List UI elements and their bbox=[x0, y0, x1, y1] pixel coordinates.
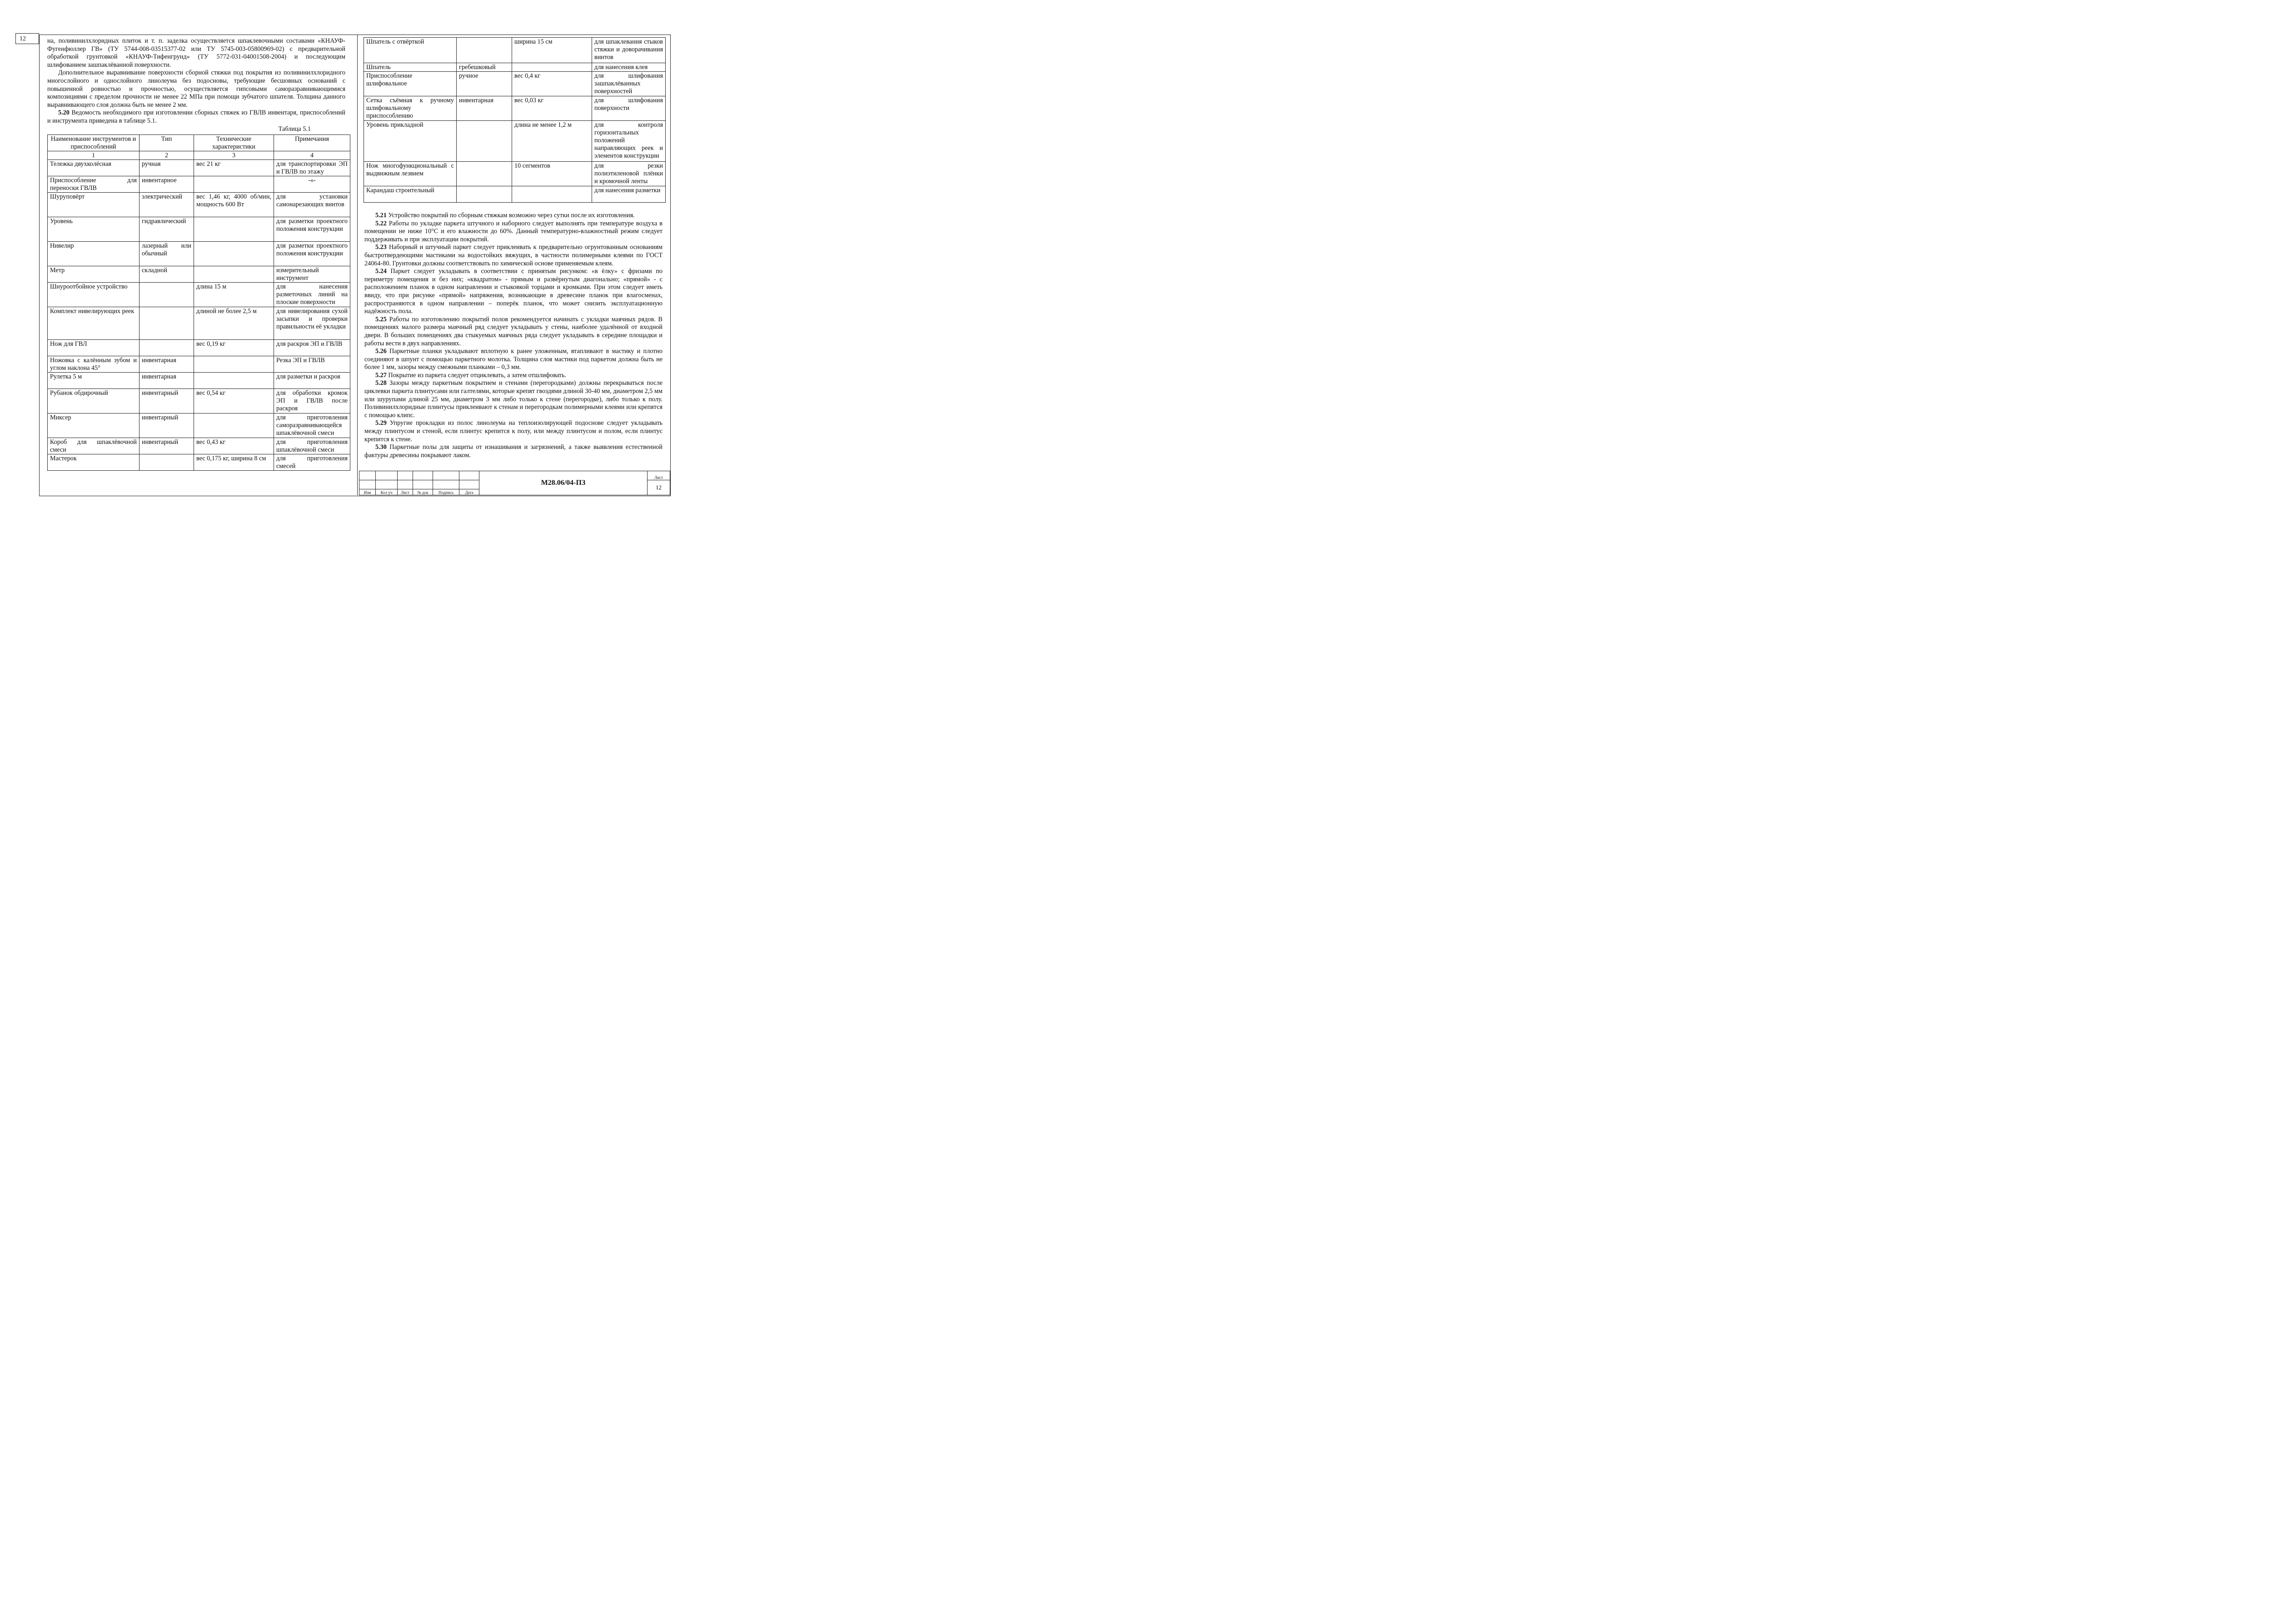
cell-spec bbox=[194, 356, 274, 373]
cell-type bbox=[140, 454, 194, 471]
cell-name: Шпатель bbox=[364, 63, 457, 72]
cell-type: инвентарная bbox=[457, 96, 512, 121]
cell-type: гребешковый bbox=[457, 63, 512, 72]
cell-note: для контроля горизонтальных положений направляющих реек и элементов конструкции bbox=[592, 121, 666, 162]
table-row bbox=[48, 307, 350, 340]
cell-note: для шлифования поверхности bbox=[592, 96, 666, 121]
cell-spec bbox=[194, 373, 274, 389]
cell-name: Ножовка с калённым зубом и углом наклона 45° bbox=[48, 356, 140, 373]
paragraph-number: 5.27 bbox=[375, 371, 387, 379]
cell-note: для транспортировки ЭП и ГВЛВ по этажу bbox=[274, 160, 350, 176]
cell-spec: вес 0,03 кг bbox=[512, 96, 592, 121]
cell-type bbox=[457, 186, 512, 203]
cell-type: инвентарный bbox=[140, 413, 194, 438]
cell-name: Миксер bbox=[48, 413, 140, 438]
cell-name: Приспособление шлифовальное bbox=[364, 72, 457, 96]
cell-name: Нивелир bbox=[48, 242, 140, 266]
paragraph-5-25 bbox=[364, 316, 663, 348]
cell-type bbox=[140, 307, 194, 340]
cell-note: для обработки кромок ЭП и ГВЛВ после раскроя bbox=[274, 389, 350, 413]
paragraph-text: Наборный и штучный паркет следует приклеивать к предварительно огрунтованным основаниям быстротвердеющими мастиками на водостойких вяжущих, в частности полимерными клеями по ГОСТ 24064-80. Грунтовки должны соответствовать по химической основе применяемым клеям. bbox=[364, 244, 663, 267]
table-row bbox=[364, 72, 666, 96]
table-numbers-row bbox=[48, 151, 350, 160]
paragraph-text: Ведомость необходимого при изготовлении сборных стяжек из ГВЛВ инвентаря, приспособлений и инструмента приведена в таблице 5.1. bbox=[47, 109, 345, 125]
cell-spec: вес 0,175 кг, ширина 8 см bbox=[194, 454, 274, 471]
table-row bbox=[48, 389, 350, 413]
cell-name: Приспособление для переноски ГВЛВ bbox=[48, 176, 140, 193]
cell-type bbox=[457, 38, 512, 63]
cell-note: для разметки проектного положения конструкции bbox=[274, 217, 350, 242]
paragraph-5-21 bbox=[364, 212, 663, 220]
table-caption: Таблица 5.1 bbox=[278, 125, 311, 133]
cell-name: Сетка съёмная к ручному шлифовальному приспособлению bbox=[364, 96, 457, 121]
cell-type: инвентарный bbox=[140, 438, 194, 454]
table-row bbox=[48, 242, 350, 266]
tools-table bbox=[47, 135, 350, 471]
cell-name: Рулетка 5 м bbox=[48, 373, 140, 389]
paragraph-number: 5.26 bbox=[375, 348, 387, 355]
paragraph-number: 5.20 bbox=[58, 109, 70, 117]
cell-type bbox=[457, 162, 512, 186]
paragraph-number: 5.29 bbox=[375, 419, 387, 427]
cell-note: для нанесения разметки bbox=[592, 186, 666, 203]
table-row bbox=[48, 413, 350, 438]
page-number-box: 12 bbox=[15, 33, 39, 44]
stamp-label-count: Кол уч bbox=[376, 489, 398, 495]
cell-note: для нанесения разметочных линий на плоские поверхности bbox=[274, 283, 350, 307]
cell-spec: вес 0,54 кг bbox=[194, 389, 274, 413]
paragraph-5-23 bbox=[364, 244, 663, 268]
paragraph-number: 5.22 bbox=[375, 219, 387, 227]
cell-spec bbox=[194, 266, 274, 283]
paragraph-5-29 bbox=[364, 419, 663, 443]
cell-type: инвентарное bbox=[140, 176, 194, 193]
table-row bbox=[48, 356, 350, 373]
table-row bbox=[48, 283, 350, 307]
stamp-label-docnum: № док bbox=[413, 489, 433, 495]
paragraph-text: Паркетные планки укладывают вплотную к ранее уложенным, втапливают в мастику и плотно соединяют в шпунт с помощью паркетного молотка. Толщина слоя мастики под паркетом должна быть не более 1 мм, зазоры между смежными планками – 0,3 мм. bbox=[364, 348, 663, 371]
paragraph-5-20 bbox=[47, 109, 345, 125]
cell-type: инвентарная bbox=[140, 356, 194, 373]
document-code: М28.06/04-ПЗ bbox=[479, 471, 648, 495]
cell-name: Нож многофункциональный с выдвижным лезвием bbox=[364, 162, 457, 186]
paragraph-leveling: Дополнительное выравнивание поверхности сборной стяжки под покрытия из поливинилхлоридного многослойного и однослойного линолеума без подосновы, требующие бесшовных оснований с повышенной ровностью и прочностью, осуществляется гипсовыми саморазравнивающимися композициями с пределом прочности не менее 22 МПа при помощи зубчатого шпателя. Толщина данного выравнивающего слоя должна быть не менее 2 мм. bbox=[47, 69, 345, 109]
stamp-label-date: Дата bbox=[459, 489, 479, 495]
cell-spec bbox=[512, 63, 592, 72]
stamp-label-signature: Подпись bbox=[433, 489, 459, 495]
cell-name: Шуруповёрт bbox=[48, 193, 140, 217]
cell-note: для разметки и раскроя bbox=[274, 373, 350, 389]
stamp-label-change: Изм bbox=[359, 489, 376, 495]
col-number: 1 bbox=[48, 151, 140, 160]
cell-spec bbox=[194, 413, 274, 438]
paragraph-text: Работы по укладке паркета штучного и наборного следует выполнять при температуре воздуха в помещении не ниже 10°С и его влажности до 60%. Данный температурно-влажностный режим следует поддерживать и при эксплуатации покрытий. bbox=[364, 219, 663, 243]
cell-spec bbox=[194, 217, 274, 242]
paragraph-number: 5.28 bbox=[375, 379, 387, 387]
paragraph-number: 5.24 bbox=[375, 268, 387, 275]
header-name: Наименование инструментов и приспособлений bbox=[48, 135, 140, 151]
cell-type: ручная bbox=[140, 160, 194, 176]
title-block bbox=[359, 471, 670, 495]
cell-note: для резки полиэтиленовой плёнки и кромочной ленты bbox=[592, 162, 666, 186]
col-number: 2 bbox=[140, 151, 194, 160]
paragraph-number: 5.30 bbox=[375, 443, 387, 451]
sheet-label: Лист bbox=[648, 471, 670, 480]
tools-table-continued bbox=[364, 37, 666, 203]
paragraph-text: Покрытие из паркета следует отциклевать, а затем отшлифовать. bbox=[386, 371, 567, 379]
table-row bbox=[48, 217, 350, 242]
cell-note: для приготовления смесей bbox=[274, 454, 350, 471]
cell-note: измерительный инструмент bbox=[274, 266, 350, 283]
table-row bbox=[48, 340, 350, 356]
cell-name: Уровень bbox=[48, 217, 140, 242]
cell-note: для установки самонарезающих винтов bbox=[274, 193, 350, 217]
cell-note: для приготовления шпаклёвочной смеси bbox=[274, 438, 350, 454]
cell-note: для нанесения клея bbox=[592, 63, 666, 72]
cell-note: для нивелирования сухой засыпки и проверки правильности её укладки bbox=[274, 307, 350, 340]
table-row bbox=[364, 162, 666, 186]
cell-type bbox=[140, 340, 194, 356]
cell-spec bbox=[512, 186, 592, 203]
cell-spec: длина 15 м bbox=[194, 283, 274, 307]
table-header-row bbox=[48, 135, 350, 151]
cell-name: Карандаш строительный bbox=[364, 186, 457, 203]
paragraph-5-24 bbox=[364, 268, 663, 316]
cell-spec: вес 0,19 кг bbox=[194, 340, 274, 356]
cell-spec: 10 сегментов bbox=[512, 162, 592, 186]
table-row bbox=[364, 121, 666, 162]
cell-name: Шнуроотбойное устройство bbox=[48, 283, 140, 307]
cell-type: инвентарная bbox=[140, 373, 194, 389]
paragraph-number: 5.25 bbox=[375, 315, 387, 323]
paragraph-5-30 bbox=[364, 443, 663, 459]
cell-spec bbox=[194, 176, 274, 193]
cell-type bbox=[140, 283, 194, 307]
column-divider bbox=[357, 35, 358, 495]
table-row bbox=[48, 266, 350, 283]
cell-type: гидравлический bbox=[140, 217, 194, 242]
cell-spec: вес 0,4 кг bbox=[512, 72, 592, 96]
cell-name: Уровень прикладной bbox=[364, 121, 457, 162]
paragraph-intro: на, поливинилхлоридных плиток и т. п. заделка осуществляется шпаклевочными составами «КНАУФ-Фугенфюллер ГВ» (ТУ 5744-008-03515377-02 или ТУ 5745-003-05800969-02) с предварительной обработкой грунтовкой «КНАУФ-Тифенгрунд» (ТУ 5772-031-04001508-2004) и последующим шлифованием зашпаклёванной поверхности. bbox=[47, 37, 345, 69]
paragraph-number: 5.23 bbox=[375, 244, 387, 251]
cell-spec: вес 21 кг bbox=[194, 160, 274, 176]
paragraph-text: Устройство покрытий по сборным стяжкам возможно через сутки после их изготовления. bbox=[386, 212, 635, 219]
header-note: Примечания bbox=[274, 135, 350, 151]
table-row bbox=[364, 63, 666, 72]
left-column bbox=[47, 37, 345, 133]
cell-name: Нож для ГВЛ bbox=[48, 340, 140, 356]
table-row bbox=[48, 160, 350, 176]
paragraph-5-27 bbox=[364, 372, 663, 380]
table-row bbox=[48, 193, 350, 217]
cell-type: электрический bbox=[140, 193, 194, 217]
cell-note: Резка ЭП и ГВЛВ bbox=[274, 356, 350, 373]
cell-note: для шпаклевания стыков стяжки и доворачивания винтов bbox=[592, 38, 666, 63]
cell-note: для приготовления саморазравнивающейся шпаклёвочной смеси bbox=[274, 413, 350, 438]
stamp-label-sheet: Лист bbox=[398, 489, 413, 495]
cell-name: Метр bbox=[48, 266, 140, 283]
cell-type bbox=[457, 121, 512, 162]
cell-type: лазерный или обычный bbox=[140, 242, 194, 266]
table-row bbox=[48, 454, 350, 471]
paragraph-5-22 bbox=[364, 220, 663, 244]
cell-name: Шпатель с отвёрткой bbox=[364, 38, 457, 63]
cell-spec: вес 0,43 кг bbox=[194, 438, 274, 454]
cell-name: Тележка двухколёсная bbox=[48, 160, 140, 176]
paragraph-number: 5.21 bbox=[375, 212, 387, 219]
cell-note: для разметки проектного положения конструкции bbox=[274, 242, 350, 266]
cell-spec: вес 1,46 кг, 4000 об/мин, мощность 600 Вт bbox=[194, 193, 274, 217]
col-number: 3 bbox=[194, 151, 274, 160]
table-row bbox=[364, 96, 666, 121]
cell-note: -«- bbox=[274, 176, 350, 193]
paragraph-text: Работы по изготовлению покрытий полов рекомендуется начинать с укладки маячных рядов. В помещениях малого размера маячный ряд следует укладывать у стены, наиболее удалённой от входной двери. В больших помещениях два стыкуемых маячных ряда следует укладывать в середине площадки и работы вести в двух направлениях. bbox=[364, 315, 663, 347]
cell-spec: длиной не более 2,5 м bbox=[194, 307, 274, 340]
header-type: Тип bbox=[140, 135, 194, 151]
cell-spec: длина не менее 1,2 м bbox=[512, 121, 592, 162]
title-block-table bbox=[359, 471, 670, 495]
cell-spec: ширина 15 см bbox=[512, 38, 592, 63]
paragraph-5-26 bbox=[364, 348, 663, 372]
header-spec: Технические характеристики bbox=[194, 135, 274, 151]
cell-type: складной bbox=[140, 266, 194, 283]
cell-type: ручное bbox=[457, 72, 512, 96]
paragraph-text: Зазоры между паркетным покрытием и стенами (перегородками) должны перекрываться после циклевки паркета плинтусами или галтелями, которые крепят гвоздями длиной 30-40 мм, диаметром 2,5 мм или шурупами длиной 25 мм, диаметром 3 мм либо только к стене (перегородке), либо только к полу. Поливинилхлоридные плинтусы приклеивают к стенам и перегородкам полимерными клеями или крепятся с помощью клипс. bbox=[364, 379, 663, 419]
cell-type: инвентарный bbox=[140, 389, 194, 413]
table-row bbox=[48, 373, 350, 389]
col-number: 4 bbox=[274, 151, 350, 160]
paragraph-text: Упругие прокладки из полос линолеума на теплоизолирующей подоснове следует укладывать между плинтусом и стеной, если плинтус крепится к полу, или между плинтусом и полом, если плинтус крепится к стене. bbox=[364, 419, 663, 443]
cell-name: Мастерок bbox=[48, 454, 140, 471]
table-row bbox=[48, 438, 350, 454]
right-column-text bbox=[364, 212, 663, 459]
paragraph-5-28 bbox=[364, 379, 663, 419]
cell-spec bbox=[194, 242, 274, 266]
cell-name: Комплект нивелирующих реек bbox=[48, 307, 140, 340]
cell-name: Короб для шпаклёвочной смеси bbox=[48, 438, 140, 454]
cell-name: Рубанок обдирочный bbox=[48, 389, 140, 413]
table-row bbox=[364, 186, 666, 203]
cell-note: для раскроя ЭП и ГВЛВ bbox=[274, 340, 350, 356]
cell-note: для шлифования зашпаклёванных поверхностей bbox=[592, 72, 666, 96]
table-row bbox=[48, 176, 350, 193]
paragraph-text: Паркет следует укладывать в соответствии с принятым рисунком: «в ёлку» с фризами по периметру помещения и без них; «квадратом» - прямым и развёрнутым диагонально; «прямой» - с расположением планок в одном направлении и стыковкой торцами и кромками. При этом следует иметь ввиду, что при рисунке «прямой» напряжения, возникающие в древесине планок при влагосменах, распространяются в одном направлении – поперёк планок, что может снизить эксплуатационную надёжность пола. bbox=[364, 268, 663, 315]
sheet-number: 12 bbox=[648, 480, 670, 495]
table-row bbox=[364, 38, 666, 63]
paragraph-text: Паркетные полы для защиты от изнашивания и загрязнений, а также выявления естественной фактуры древесины покрывают лаком. bbox=[364, 443, 663, 459]
